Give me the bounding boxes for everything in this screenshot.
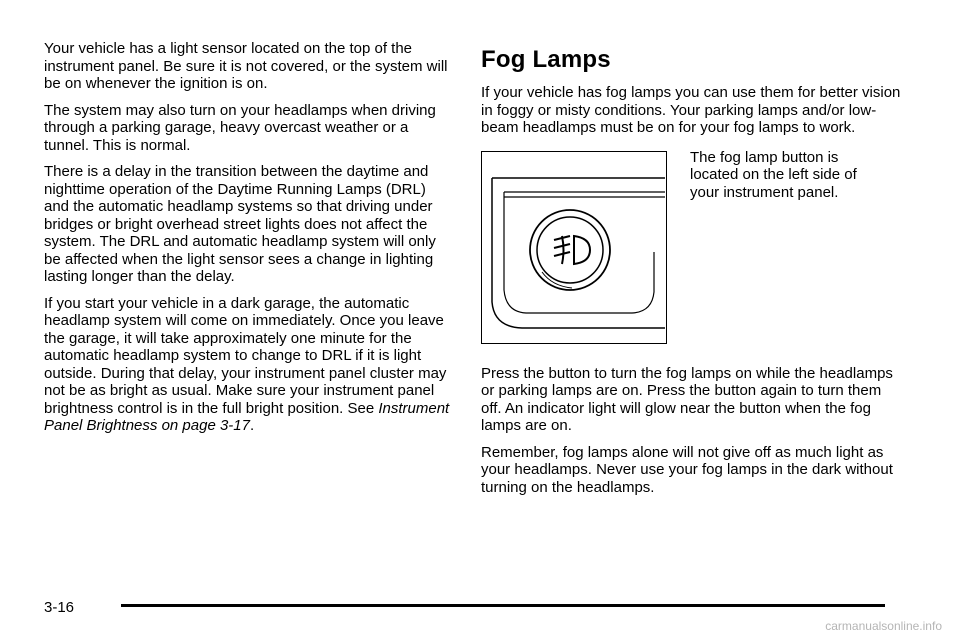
left-column (44, 40, 454, 444)
paragraph-fog-intro: If your vehicle has fog lamps you can use them for better vision in foggy or misty conditions. Your parking lamps and/or low-beam headlamps must be on for your fog lamps to work. (481, 84, 901, 136)
dark-garage-text: If you start your vehicle in a dark garage, the automatic headlamp system will come on immediately. Once you leave the garage, it will take approximately one minute for the automatic headlamp system to change to DRL if it is light outside. During that delay, your instrument panel cluster may not be as bright as usual. Make sure your instrument panel brightness control is in the full bright position. See (44, 294, 447, 417)
figure-caption: The fog lamp button is located on the left side of your instrument panel. (690, 148, 857, 201)
paragraph-light-sensor: Your vehicle has a light sensor located on the top of the instrument panel. Be sure it is not covered, or the system will be on whenever the ignition is on. (44, 40, 448, 92)
paragraph-press-button: Press the button to turn the fog lamps on while the headlamps or parking lamps are on. Press the button again to turn them off. An indicator light will glow near the button when the fog lamps are on. (481, 364, 893, 434)
footer-rule (121, 604, 885, 607)
page-number: 3-16 (44, 599, 75, 616)
cross-reference-link[interactable]: Instrument Panel Brightness on page 3-17 (44, 399, 450, 434)
paragraph-dark-garage (44, 295, 454, 435)
dark-garage-end: . (249, 417, 255, 434)
fog-lamp-button-illustration (481, 151, 667, 344)
paragraph-fog-warning: Remember, fog lamps alone will not give off as much light as your headlamps. Never use your fog lamps in the dark without turning on the headlamps. (481, 443, 893, 496)
section-heading: Fog Lamps (481, 46, 611, 73)
right-column (481, 40, 901, 505)
paragraph-parking-garage: The system may also turn on your headlamps when driving through a parking garage, heavy overcast weather or a tunnel. This is normal. (44, 101, 436, 154)
watermark: carmanualsonline.info (825, 619, 942, 633)
figure-row (481, 149, 901, 357)
paragraph-transition-delay: There is a delay in the transition between the daytime and nighttime operation of the Daytime Running Lamps (DRL) and the automatic headlamp systems so that driving under bridges or bright overhead street lights does not affect the system. The DRL and automatic headlamp system will only be affected when the light sensor sees a change in lighting lasting longer than the delay. (44, 163, 436, 285)
fog-lamp-panel-drawing (482, 152, 665, 342)
